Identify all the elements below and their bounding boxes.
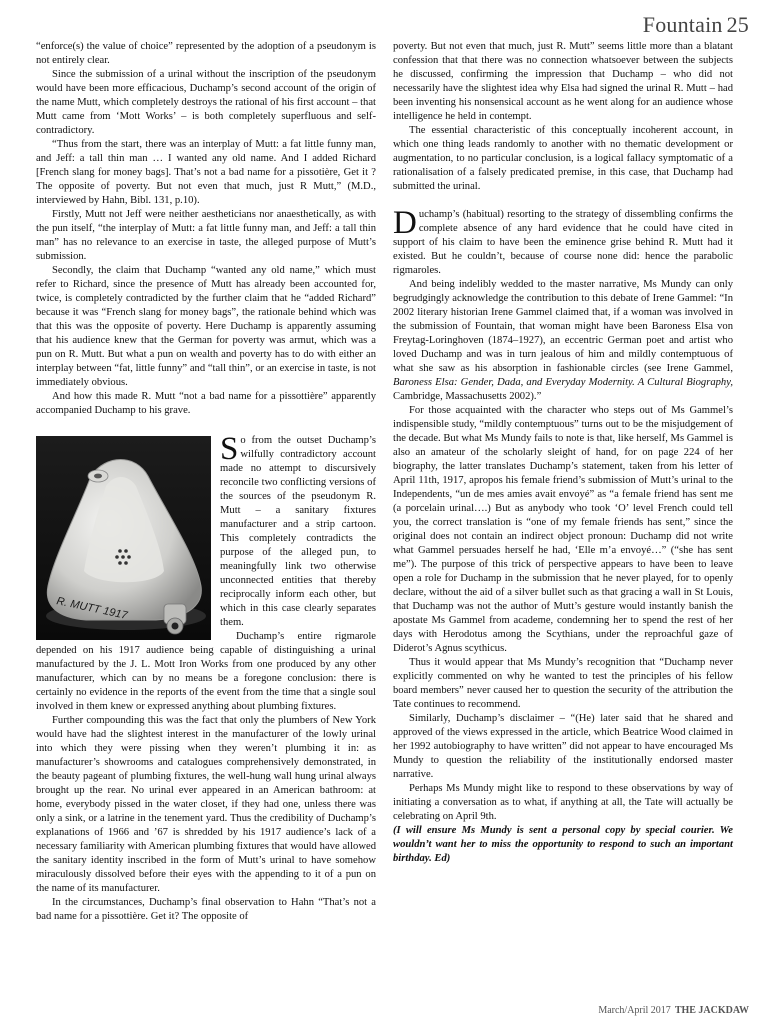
paragraph: Firstly, Mutt not Jeff were neither aestheticians nor anaesthetically, as with the pun itself, “the interplay of Mutt: a fat little funny man, and Jeff: a tall thin man” has no relevance to an exercise in taste, the alleged purpose of Mutt’s submission. — [36, 209, 376, 262]
section-title: Fountain — [642, 12, 723, 37]
paragraph: “enforce(s) the value of choice” represented by the adoption of a pseudonym is not entirely clear. — [36, 41, 376, 66]
urinal-illustration — [36, 436, 211, 640]
quote-paragraph: “Thus from the start, there was an interplay of Mutt: a fat little funny man, and Jeff: a tall thin man … I wanted any old name. And I added Richard [French slang for money bags]. That’s not a bad name for a pissotière, Get it ? The opposite of poverty. But not even that much, just R Mutt,” (M.D., interviewed by Hahn, Bibl. 131, p.10). — [36, 139, 376, 206]
paragraph: In the circumstances, Duchamp’s final observation to Hahn “That’s not a bad name for a pissottière. Get it? The opposite of — [36, 897, 376, 922]
figure-section — [36, 431, 376, 630]
drop-cap: D — [393, 205, 417, 241]
book-title: Baroness Elsa: Gender, Dada, and Everyday Modernity. A Cultural Biography, — [393, 377, 733, 388]
paragraph-text: o from the outset Duchamp’s wilfully contradictory account made no attempt to discursively reconcile two conflicting versions of the sources of the pseudonym R. Mutt – a sanitary fixtures manufacturer and a strip cartoon. This completely contradicts the purpose of the alleged pun, to meaningfully link two otherwise unconnected entities that thereby reciprocally inform each other, but which in this case clearly separates them. — [220, 435, 376, 628]
paragraph-dropcap — [393, 205, 733, 278]
paragraph: Further compounding this was the fact that only the plumbers of New York would have had the slightest interest in the manufacturer of the lowly urinal into which they were pissing when they weren’t plumbing it in: as manufacturer’s showrooms and catalogues comprehensively demonstrated, in the beauty pageant of plumbing fixtures, the well-hung wall hung urinal always brought up the rear. No urinal ever appeared in an American bathroom: at home, everybody pissed in the water closet, if they had one, unless there was only a sink, or a latrine in the tenement yard. Thus the credibility of Duchamp’s explanations of 1966 and ’67 is shredded by his 1917 audience’s lack of a necessary familiarity with American plumbing fixtures that would have allowed the sanitary identity inscribed in the form of Mutt’s urinal to have somehow miraculously dissolved before their eyes with the appending to it of a pun on the name of its manufacturer. — [36, 715, 376, 894]
magazine-name: THE JACKDAW — [674, 1005, 749, 1016]
drop-cap: S — [220, 431, 239, 467]
editor-note: (I will ensure Ms Mundy is sent a personal copy by special courier. We wouldn’t want her to miss the opportunity to respond to such an important birthday. Ed) — [393, 825, 733, 864]
urinal-inscription: R. MUTT 1917 — [55, 595, 129, 622]
paragraph: Duchamp’s entire rigmarole depended on his 1917 audience being capable of distinguishing a urinal manufactured by the J. L. Mott Iron Works from one produced by any other manufacturer, which can by no means be a foregone conclusion: there is certainly no evidence in the reports of the event from the time that a single soul involved in them knew or expressed anything about plumbing fixtures. — [36, 631, 376, 712]
left-column — [36, 40, 376, 924]
page-footer — [598, 1005, 749, 1016]
paragraph: Since the submission of a urinal without the inscription of the pseudonym would have been more efficacious, Duchamp’s second account of the origin of the name Mutt, which completely destroys the rational of his first account – that Mutt came from ‘Mott Works’ – is both completely superfluous and self-contradictory. — [36, 69, 376, 136]
paragraph: Secondly, the claim that Duchamp “wanted any old name,” which must refer to Richard, since the presence of Mutt has already been accounted for, twice, is completely contradicted by the further claim that he “added Richard” because it was “French slang for money bags”, the rationale behind which was that this was the opposite of poverty. Here Duchamp is apparently assuming that his audience knew that the German for poverty was armut, which was a pun on R. Mutt. But what a pun on wealth and poverty has to do with either an interplay between “fat, little funny” and “tall thin”, or an exercise in taste, is not immediately obvious. — [36, 265, 376, 388]
fountain-urinal-photo — [36, 436, 211, 640]
right-column — [393, 40, 733, 866]
page-header — [643, 12, 749, 38]
paragraph: The essential characteristic of this conceptually incoherent account, in which one thing leads randomly to another with no thematic development or augmentation, to no particular conclusion, is a logical fallacy symptomatic of a rationalisation of a falsely predicated premise, in this case, that Duchamp had submitted the urinal. — [393, 125, 733, 192]
paragraph: For those acquainted with the character who steps out of Ms Gammel’s indispensible study, “mildly contemptuous” turns out to be the misjudgement of the decade. But what Ms Mundy fails to note is that, like herself, Ms Gammel is also an amateur of the scholarly sleight of hand, for on page 224 of her biography, the latter translates Duchamp’s statement, taken from his letter of April 11th, 1917, apropos his female friend’s submission of Mutt’s urinal to the Independents, “un de mes amies avait envoyé” as “a female friend has sent me (a porcelain urinal….) But as anybody who took ‘O’ level French could tell you, the correct translation is “one of my female friends has sent,” since the original does not contain an indirect object pronoun: Duchamp did not write what Gammel persuades herself he had, ‘Elle m’a envoyé…” (“she has sent me”). The purpose of this trick of perspective appears to have been to leave open a role for Duchamp in the submission that he never played, for to openly declare, without the aid of a silver bullet such as that gracing a wall in St Louis, that Duchamp was not the author of Mutt’s gesture would instantly banish the apostate Ms Gammel from academe, condemning her to spend the rest of her days with Herodotus among the Scythians, under the reproachful gaze of Diderot’s Agnus scythicus. — [393, 405, 733, 654]
paragraph — [393, 278, 733, 404]
paragraph-text: And being indelibly wedded to the master narrative, Ms Mundy can only begrudgingly acknowledge the contribution to this debate of Irene Gammel: “In 2002 literary historian Irene Gammel claimed that, if a woman was involved in the submission of Fountain, that woman might have been Baroness Elsa von Freytag-Loringhoven (1874–1927), an eccentric German poet and artist who loved Duchamp and was in turn jealous of him and mildly contemptuous of what she saw as his absorption in fashionable circles (see Irene Gammel, — [393, 279, 733, 374]
issue-date: March/April 2017 — [598, 1005, 671, 1016]
paragraph-text: Cambridge, Massachusetts 2002).” — [393, 391, 542, 402]
paragraph: Perhaps Ms Mundy might like to respond to these observations by way of initiating a conversation as to what, if anything at all, the Tate will actually be celebrating on April 9th. — [393, 783, 733, 822]
paragraph-text: uchamp’s (habitual) resorting to the strategy of dissembling confirms the complete absence of any hard evidence that he could have cited in support of his claim to have been the eminence grise behind R. Mutt had it existed. But he couldn’t, because of course none did: hence the parabolic rigmaroles. — [393, 209, 733, 276]
page-number: 25 — [726, 12, 749, 37]
paragraph: And how this made R. Mutt “not a bad name for a pissottière” apparently accompanied Duchamp to his grave. — [36, 391, 376, 416]
paragraph: Similarly, Duchamp’s disclaimer – “(He) later said that he shared and approved of the views expressed in the article, which Beatrice Wood claimed in her 1992 autobiography to have written” did not appear to have encouraged Ms Mundy to question the reliability of the institutionally endorsed master narrative. — [393, 713, 733, 780]
paragraph: Thus it would appear that Ms Mundy’s recognition that “Duchamp never explicitly commented on why he wanted to test the principles of his fellow board members” never caused her to question the security of the attribution the Tate continues to recommend. — [393, 657, 733, 710]
paragraph: poverty. But not even that much, just R. Mutt” seems little more than a blatant confession that that there was no connection whatsoever between the subjects he discussed, confirming the impression that Duchamp – who did not necessarily have the slightest idea why Elsa had signed the urinal R. Mutt – had been inventing his nonsensical account as he went along for an audience whose intelligence he held in contempt. — [393, 41, 733, 122]
